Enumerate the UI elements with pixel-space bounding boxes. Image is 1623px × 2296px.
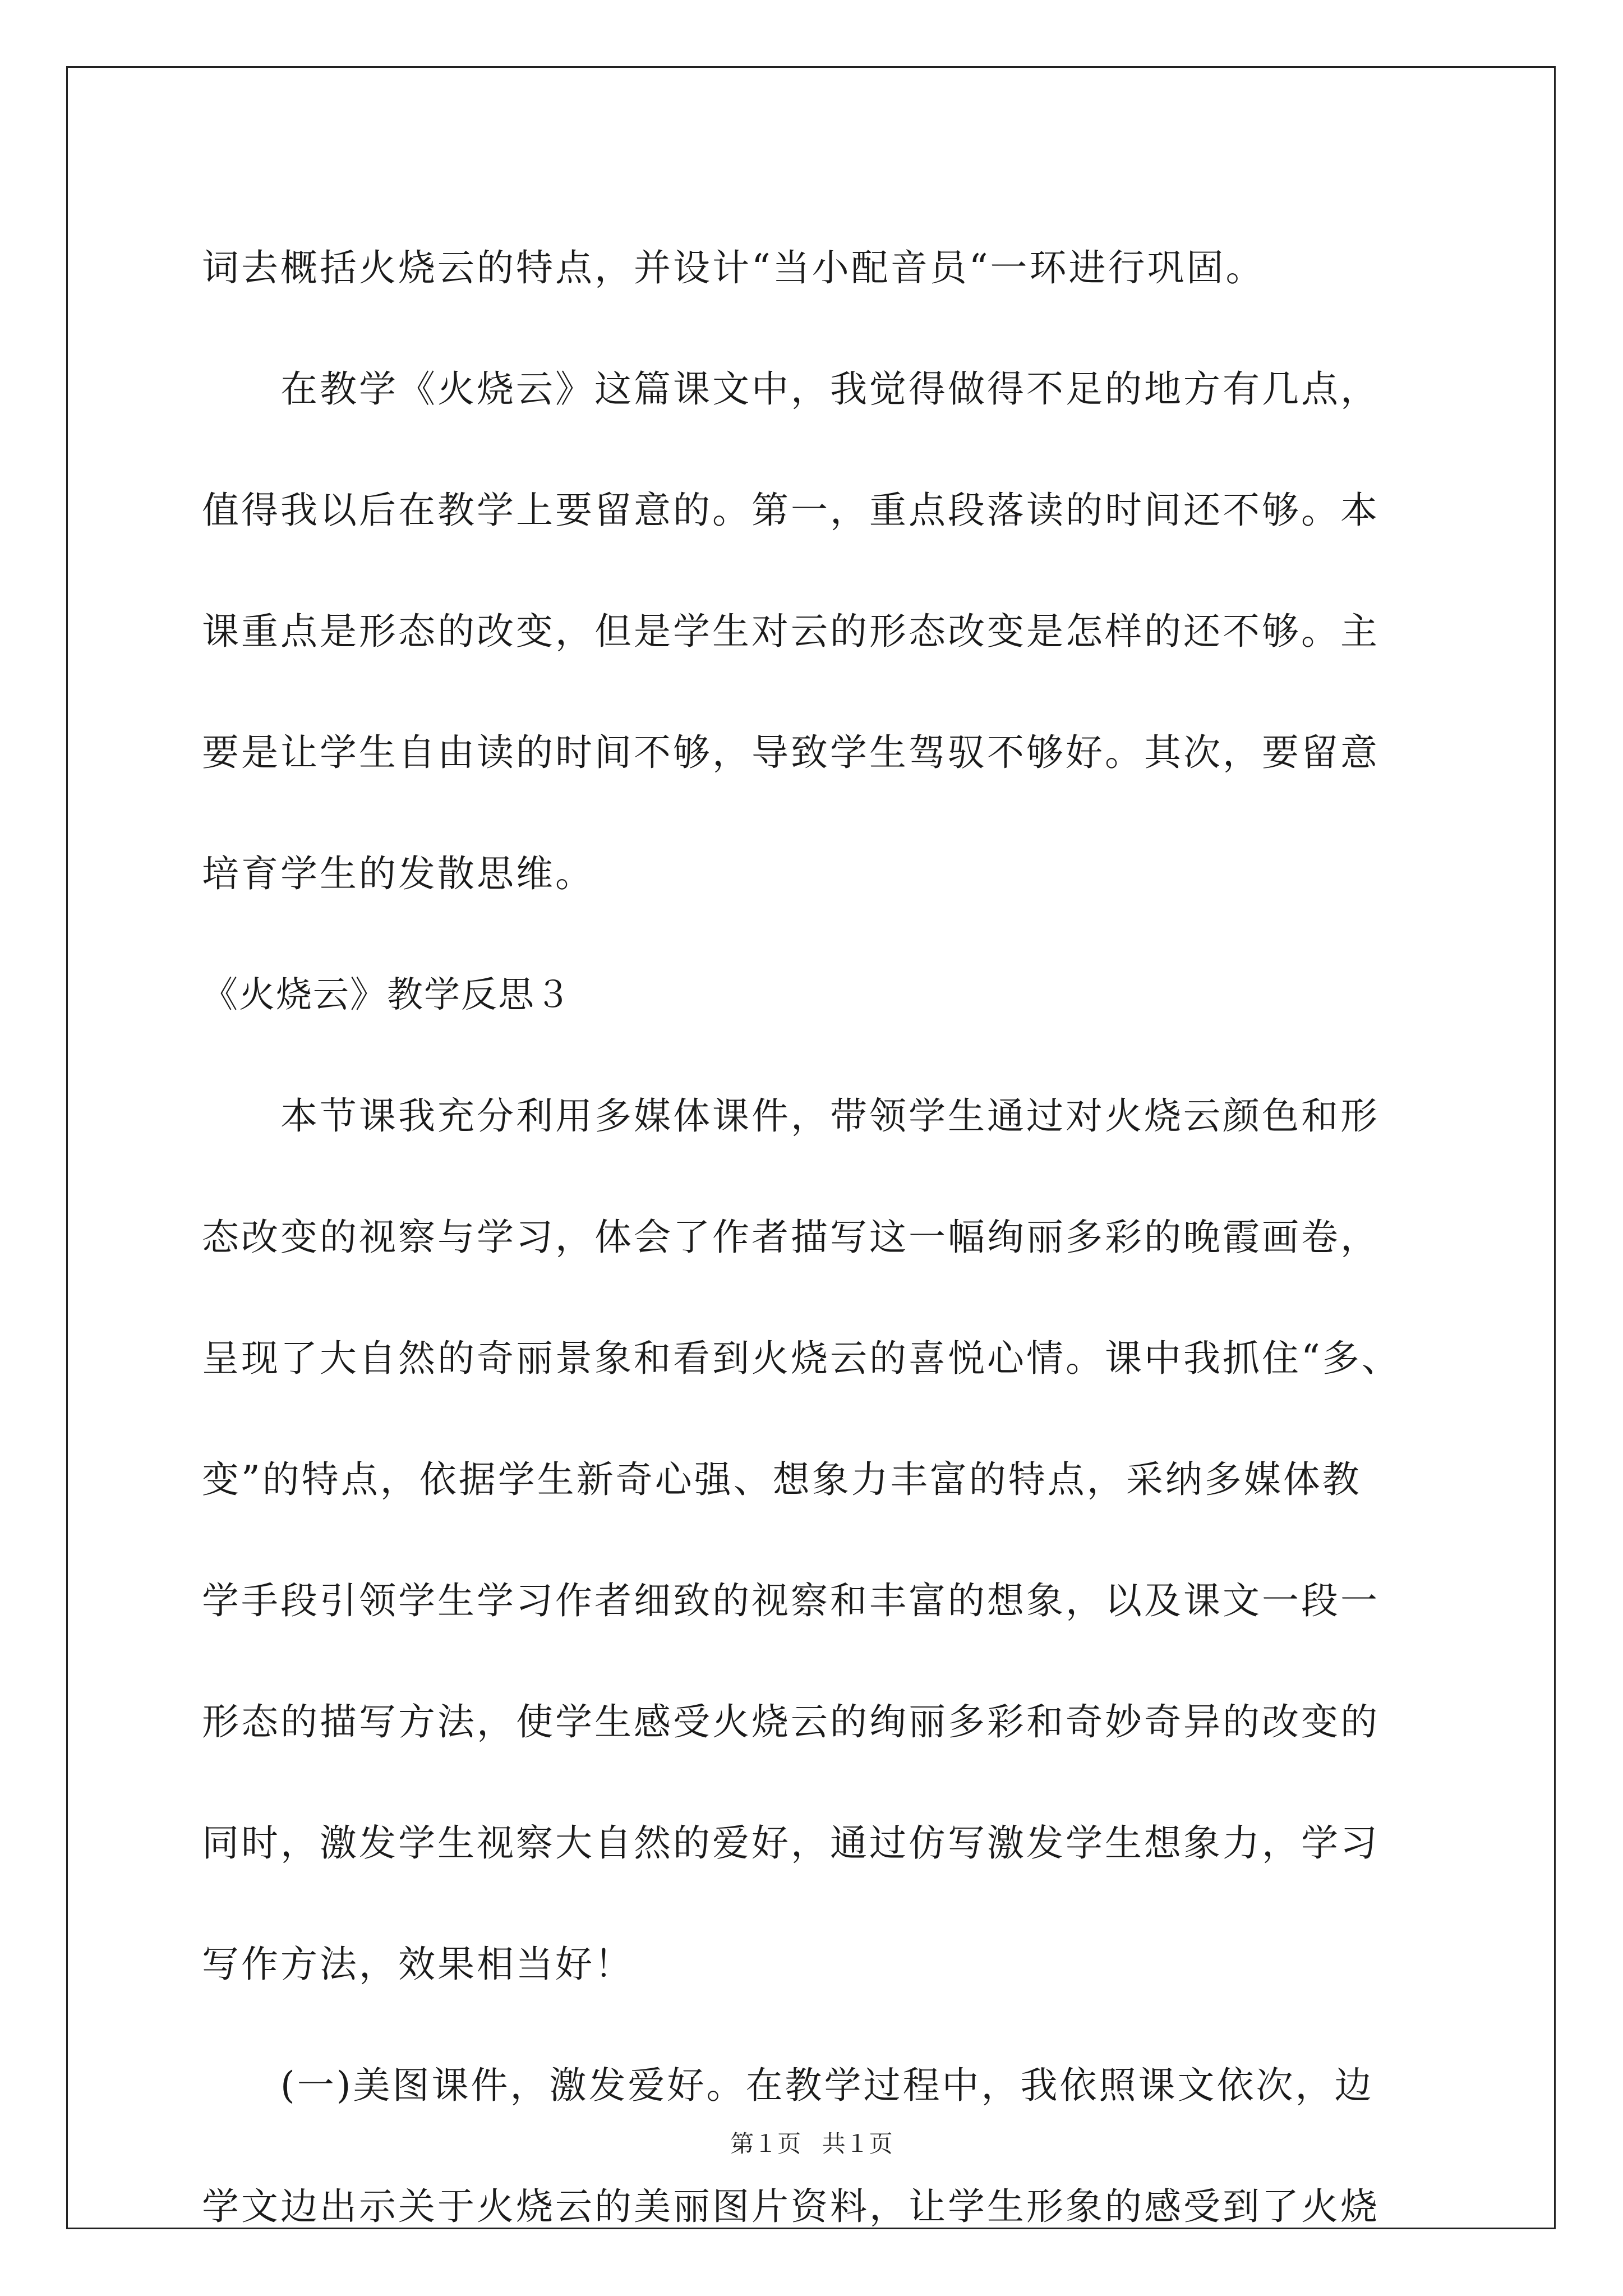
text-line: 同时，激发学生视察大自然的爱好，通过仿写激发学生想象力，学习 (202, 1821, 1380, 1865)
text-line: 词去概括火烧云的特点，并设计“当小配音员“一环进行巩固。 (202, 246, 1265, 289)
text-line: 态改变的视察与学习，体会了作者描写这一幅绚丽多彩的晚霞画卷， (202, 1216, 1380, 1259)
text-line: 值得我以后在教学上要留意的。第一，重点段落读的时间还不够。本 (202, 489, 1380, 532)
text-line: 在教学《火烧云》这篇课文中，我觉得做得不足的地方有几点， (280, 367, 1380, 411)
page-footer (0, 2127, 1623, 2161)
text-line: 变”的特点，依据学生新奇心强、想象力丰富的特点，采纳多媒体教 (202, 1458, 1362, 1501)
text-line: (一)美图课件，激发爱好。在教学过程中，我依照课文依次，边 (280, 2064, 1374, 2107)
page-number: 第１页 (730, 2130, 801, 2157)
section-heading: 《火烧云》教学反思３ (202, 974, 572, 1016)
text-line: 学文边出示关于火烧云的美丽图片资料，让学生形象的感受到了火烧 (202, 2185, 1380, 2228)
text-line: 培育学生的发散思维。 (202, 852, 594, 895)
text-line: 写作方法，效果相当好！ (202, 1943, 634, 1986)
page-total: 共１页 (822, 2130, 893, 2157)
text-line: 本节课我充分利用多媒体课件，带领学生通过对火烧云颜色和形 (280, 1094, 1380, 1138)
text-line: 形态的描写方法，使学生感受火烧云的绚丽多彩和奇妙奇异的改变的 (202, 1700, 1380, 1743)
text-line: 呈现了大自然的奇丽景象和看到火烧云的喜悦心情。课中我抓住“多、 (202, 1337, 1401, 1380)
document-body (202, 208, 1430, 2267)
text-line: 要是让学生自由读的时间不够，导致学生驾驭不够好。其次，要留意 (202, 731, 1380, 774)
text-line: 学手段引领学生学习作者细致的视察和丰富的想象，以及课文一段一 (202, 1579, 1380, 1622)
text-line: 课重点是形态的改变，但是学生对云的形态改变是怎样的还不够。主 (202, 610, 1380, 653)
